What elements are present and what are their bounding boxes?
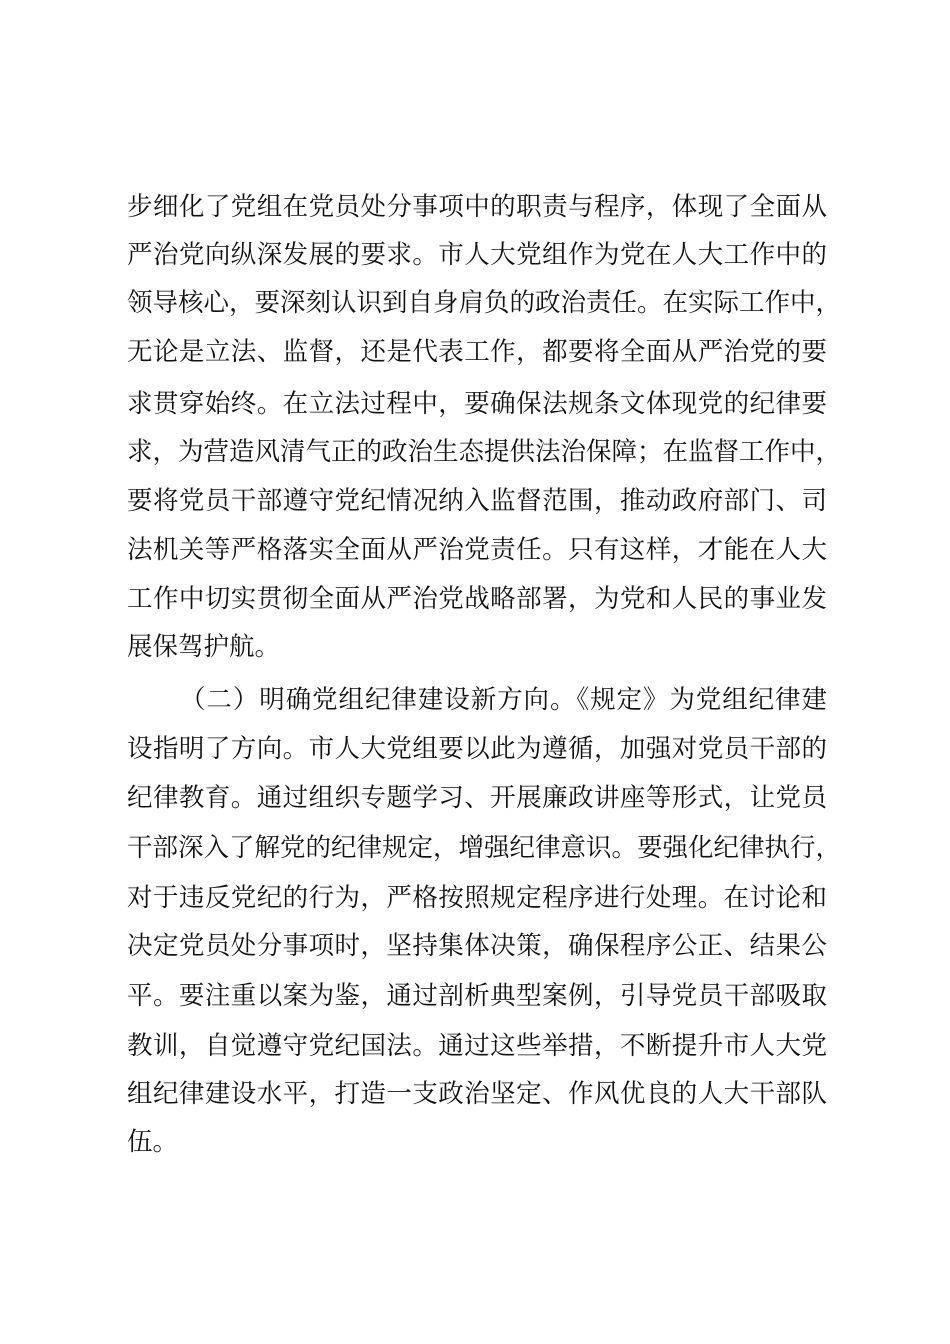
text-line: 求贯穿始终。在立法过程中，要确保法规条文体现党的纪律要 — [127, 389, 827, 419]
text-line: 设指明了方向。市人大党组要以此为遵循，加强对党员干部的 — [127, 734, 827, 764]
text-line: 领导核心，要深刻认识到自身肩负的政治责任。在实际工作中， — [127, 288, 842, 318]
text-line: 法机关等严格落实全面从严治党责任。只有这样，才能在人大 — [127, 535, 827, 565]
text-line: 工作中切实贯彻全面从严治党战略部署，为党和人民的事业发 — [127, 584, 827, 614]
text-line: 干部深入了解党的纪律规定，增强纪律意识。要强化纪律执行， — [127, 833, 842, 863]
text-line: 伍。 — [127, 1127, 179, 1157]
text-line: 无论是立法、监督，还是代表工作，都要将全面从严治党的要 — [127, 337, 827, 367]
text-line: 求，为营造风清气正的政治生态提供法治保障；在监督工作中， — [127, 437, 842, 467]
text-line: 教训，自觉遵守党纪国法。通过这些举措，不断提升市人大党 — [127, 1031, 827, 1061]
text-line: 展保驾护航。 — [127, 632, 281, 662]
text-line: 要将党员干部遵守党纪情况纳入监督范围，推动政府部门、司 — [127, 486, 827, 516]
text-line: 决定党员处分事项时，坚持集体决策，确保程序公正、结果公 — [127, 931, 827, 961]
text-line: 纪律教育。通过组织专题学习、开展廉政讲座等形式，让党员 — [127, 783, 827, 813]
text-line: 组纪律建设水平，打造一支政治坚定、作风优良的人大干部队 — [127, 1079, 827, 1109]
text-line: 平。要注重以案为鉴，通过剖析典型案例，引导党员干部吸取 — [127, 981, 827, 1011]
text-line: 步细化了党组在党员处分事项中的职责与程序，体现了全面从 — [127, 192, 827, 222]
text-line: （二）明确党组纪律建设新方向。《规定》为党组纪律建 — [180, 685, 827, 715]
text-line: 对于违反党纪的行为，严格按照规定程序进行处理。在讨论和 — [127, 883, 827, 913]
text-line: 严治党向纵深发展的要求。市人大党组作为党在人大工作中的 — [127, 240, 827, 270]
